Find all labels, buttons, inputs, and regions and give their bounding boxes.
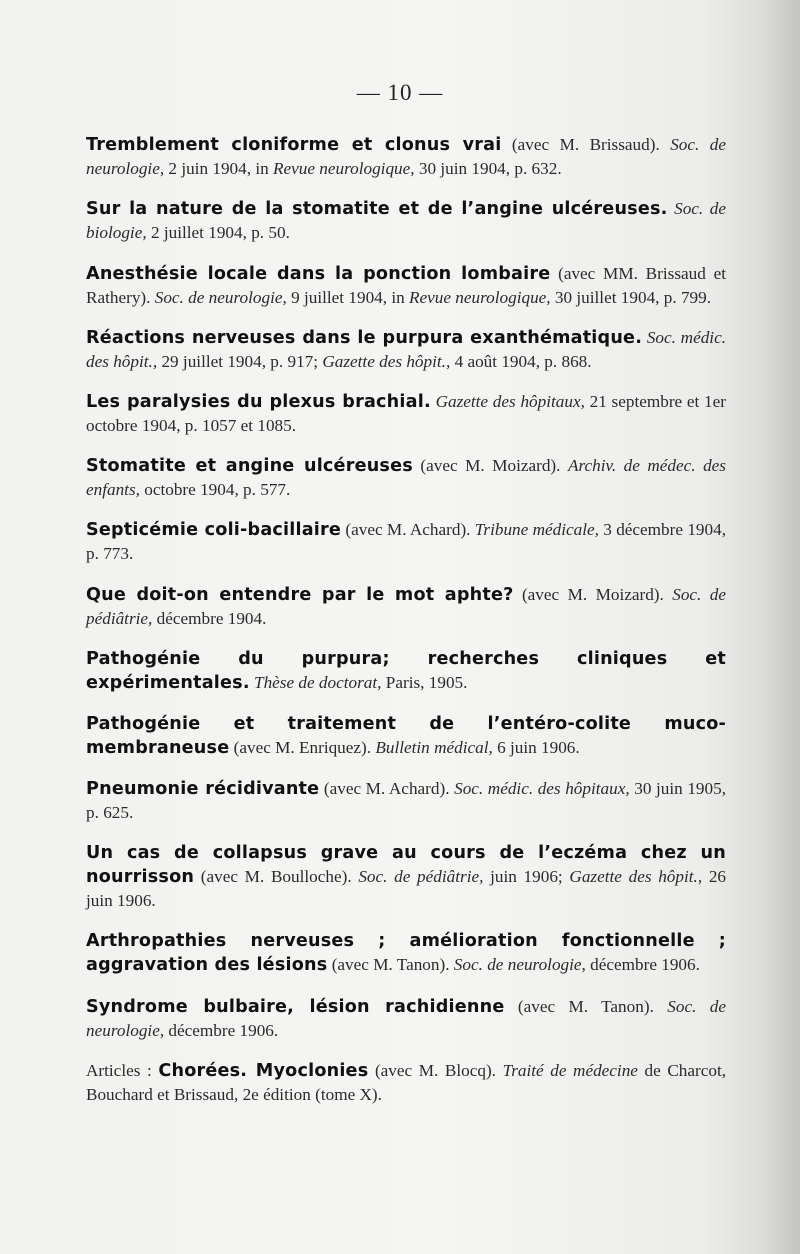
entry-source-italic: Thèse de doctorat,	[254, 672, 382, 692]
entry-source-italic: Revue neurologique,	[409, 287, 551, 307]
entry-citation-text: 26 juin 1906.	[86, 867, 727, 911]
entry-title: Septicémie coli-bacillaire	[86, 520, 342, 541]
page-edge-shadow	[760, 0, 800, 1254]
entry-title: Que doit-on entendre par le mot aphte?	[86, 584, 514, 605]
entry-citation-text: 30 juin 1905, p. 625.	[86, 779, 727, 823]
entry-title: Les paralysies du plexus brachial.	[86, 391, 431, 412]
entry-source-italic: Soc. de neurologie,	[86, 135, 726, 179]
entry-citation-text: 4 août 1904, p. 868.	[450, 351, 592, 371]
entry-source-italic: Soc. de pédiâtrie,	[358, 867, 484, 887]
entry-title: Réactions nerveuses dans le purpura exanthématique.	[86, 327, 643, 348]
entry-citation-text: (avec M. Moizard).	[412, 456, 568, 476]
entry-source-italic: Soc. de neurologie,	[154, 287, 287, 307]
bibliography-entry	[86, 133, 726, 180]
entry-citation-text: Paris, 1905.	[381, 672, 468, 692]
entry-citation-text: (avec M. Tanon).	[327, 955, 454, 975]
entry-lead-text: Articles :	[86, 1060, 159, 1080]
entry-citation-text: de Charcot, Bouchard et Brissaud, 2e édition (tome X).	[86, 1060, 727, 1104]
bibliography-entry	[86, 583, 726, 630]
entry-citation-text: 3 décembre 1904, p. 773.	[86, 520, 726, 564]
entry-source-italic: Gazette des hôpit.,	[569, 867, 703, 887]
entry-source-italic: Soc. médic. des hôpitaux,	[454, 779, 630, 799]
bibliography-entry	[86, 777, 726, 824]
entry-citation-text: (avec M. Achard).	[319, 779, 455, 799]
bibliography-entry	[86, 841, 726, 912]
bibliography-entry	[86, 712, 726, 760]
entry-title: Anesthésie locale dans la ponction lombaire	[86, 263, 551, 284]
page-number: — 10 —	[356, 80, 444, 105]
entry-citation-text: décembre 1906.	[585, 955, 700, 975]
entry-citation-text: décembre 1904.	[152, 608, 267, 628]
entry-citation-text: (avec M. Blocq).	[368, 1060, 503, 1080]
entry-title: Chorées. Myoclonies	[158, 1060, 369, 1081]
entry-source-italic: Gazette des hôpitaux,	[435, 391, 585, 411]
entry-citation-text: (avec M. Brissaud).	[501, 135, 671, 155]
bibliography-entry	[86, 454, 726, 501]
entry-citation-text: 9 juillet 1904, in	[286, 287, 410, 307]
entry-source-italic: Revue neurologique,	[272, 159, 415, 179]
entry-citation-text: (avec M. Boulloche).	[194, 867, 359, 887]
bibliography-entry	[86, 995, 726, 1042]
entry-citation-text: 2 juillet 1904, p. 50.	[146, 223, 290, 243]
entry-citation-text: (avec M. Enriquez).	[229, 737, 376, 757]
entry-citation-text: 29 juillet 1904, p. 917;	[157, 351, 323, 371]
entry-source-italic: Soc. de neurologie,	[86, 996, 726, 1040]
entry-source-italic: Archiv. de médec. des enfants,	[86, 456, 726, 500]
entry-title: Pathogénie du purpura; recherches cliniques et expérimentales.	[86, 648, 726, 693]
entry-citation-text: 30 juillet 1904, p. 799.	[550, 287, 712, 307]
entry-citation-text: (avec M. Achard).	[341, 520, 475, 540]
bibliography-entry	[86, 647, 726, 695]
entry-citation-text: (avec M. Moizard).	[513, 584, 673, 604]
entry-source-italic: Gazette des hôpit.,	[322, 351, 451, 371]
entry-title: Arthropathies nerveuses ; amélioration fonctionnelle ; aggravation des lésions	[86, 931, 726, 976]
entry-citation-text: octobre 1904, p. 577.	[139, 480, 291, 500]
entry-title: Syndrome bulbaire, lésion rachidienne	[86, 996, 505, 1017]
entry-citation-text: juin 1906;	[483, 867, 570, 887]
entry-title: Pathogénie et traitement de l’entéro-colite muco-membraneuse	[86, 713, 726, 758]
bibliography-list	[86, 116, 726, 1122]
entry-source-italic: Traité de médecine	[502, 1060, 638, 1080]
bibliography-entry	[86, 929, 726, 977]
entry-citation-text: 6 juin 1906.	[492, 737, 580, 757]
entry-citation-text: (avec M. Tanon).	[504, 996, 668, 1016]
bibliography-entry	[86, 518, 726, 565]
entry-citation-text: 2 juin 1904, in	[164, 159, 273, 179]
bibliography-entry	[86, 262, 726, 309]
entry-source-italic: Soc. de biologie,	[86, 199, 727, 243]
entry-source-italic: Tribune médicale,	[474, 520, 599, 540]
bibliography-entry	[86, 390, 726, 437]
entry-title: Tremblement cloniforme et clonus vrai	[86, 135, 502, 156]
entry-citation-text: 21 septembre et 1er octobre 1904, p. 1057 et 1085.	[86, 391, 726, 435]
entry-citation-text: (avec MM. Brissaud et Rathery).	[86, 263, 726, 307]
entry-source-italic: Soc. médic. des hôpit.,	[86, 327, 726, 371]
entry-title: Sur la nature de la stomatite et de l’angine ulcéreuses.	[86, 199, 668, 220]
entry-citation-text: 30 juin 1904, p. 632.	[414, 159, 562, 179]
bibliography-entry	[86, 1059, 726, 1106]
entry-source-italic: Bulletin médical,	[375, 737, 493, 757]
entry-title: Stomatite et angine ulcéreuses	[86, 456, 413, 477]
entry-source-italic: Soc. de neurologie,	[453, 955, 586, 975]
bibliography-entry	[86, 197, 726, 244]
entry-title: Pneumonie récidivante	[86, 779, 320, 800]
entry-title: Un cas de collapsus grave au cours de l’eczéma chez un nourrisson	[86, 843, 726, 888]
entry-citation-text: décembre 1906.	[164, 1020, 279, 1040]
entry-source-italic: Soc. de pédiâtrie,	[86, 584, 726, 628]
bibliography-entry	[86, 326, 726, 373]
